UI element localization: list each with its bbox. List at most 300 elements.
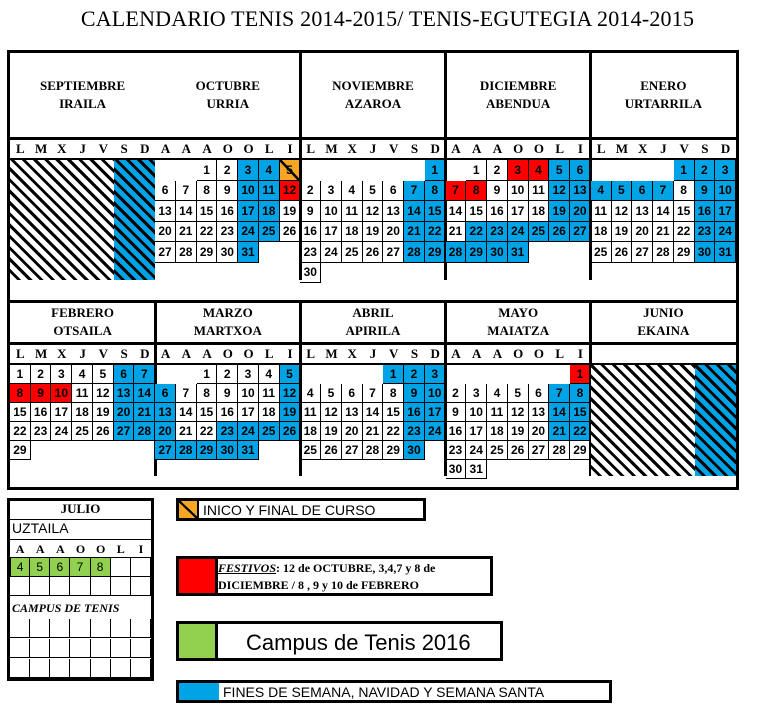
day-cell: 8 <box>674 181 695 202</box>
day-cell: 13 <box>529 403 550 422</box>
day-cell: 22 <box>383 422 404 441</box>
empty-cell <box>70 639 90 658</box>
day-cell: 12 <box>549 181 570 202</box>
day-cell: 6 <box>155 181 176 202</box>
day-letter: I <box>287 346 293 361</box>
month-name: ENERO <box>640 78 687 93</box>
day-letter: S <box>410 141 419 156</box>
day-cell: 30 <box>446 460 467 479</box>
month-basque-name: URRIA <box>206 96 250 111</box>
day-letter: V <box>679 141 689 156</box>
day-cell: 14 <box>404 201 425 222</box>
day-cell: 23 <box>217 422 238 441</box>
day-letter: A <box>451 346 461 361</box>
day-cell: 17 <box>238 201 259 222</box>
legend-inicio <box>176 498 426 521</box>
day-letter: A <box>202 141 212 156</box>
day-cell: 8 <box>466 181 487 202</box>
day-cell: 30 <box>217 242 238 263</box>
day-cell: 13 <box>155 201 176 222</box>
day-letter: L <box>264 141 274 156</box>
empty-cell <box>10 577 30 596</box>
day-cell: 8 <box>383 384 404 403</box>
day-letter: O <box>533 346 544 361</box>
month-name: MARZO <box>202 305 253 320</box>
day-cell: 1 <box>466 160 487 181</box>
day-cell: 9 <box>446 403 467 422</box>
blue-swatch-icon <box>179 683 219 700</box>
day-cell: 2 <box>446 384 467 403</box>
day-cell: 7 <box>176 384 197 403</box>
day-cell: 21 <box>176 222 197 243</box>
day-cell: 4 <box>10 557 30 577</box>
day-cell: 31 <box>238 441 259 460</box>
day-cell: 10 <box>238 384 259 403</box>
day-cell: 24 <box>321 242 342 263</box>
day-cell: 12 <box>93 384 114 403</box>
day-cell: 8 <box>197 384 218 403</box>
day-cell: 17 <box>715 201 736 222</box>
day-letter: J <box>79 141 86 156</box>
day-letter: V <box>389 141 399 156</box>
day-cell: 16 <box>487 201 508 222</box>
legend-inicio-text: INICO Y FINAL DE CURSO <box>203 502 376 518</box>
day-cell: 24 <box>715 222 736 243</box>
day-cell: 15 <box>10 403 31 422</box>
day-cell: 10 <box>466 403 487 422</box>
day-cell: 16 <box>217 403 238 422</box>
day-cell: 25 <box>487 441 508 460</box>
day-cell: 6 <box>570 160 591 181</box>
day-cell: 24 <box>508 222 529 243</box>
day-cell: 30 <box>404 441 425 460</box>
day-cell: 21 <box>653 222 674 243</box>
day-cell: 26 <box>549 222 570 243</box>
day-cell: 13 <box>114 384 135 403</box>
month-name: ABRIL <box>352 305 394 320</box>
day-letter: O <box>222 141 233 156</box>
day-letter: X <box>57 346 67 361</box>
day-letter: A <box>202 346 212 361</box>
day-cell: 16 <box>31 403 52 422</box>
day-cell: 11 <box>72 384 93 403</box>
legend-fines-text: FINES DE SEMANA, NAVIDAD Y SEMANA SANTA <box>223 684 545 700</box>
day-cell: 20 <box>114 403 135 422</box>
day-cell: 2 <box>404 365 425 384</box>
day-cell: 27 <box>632 242 653 263</box>
day-cell: 22 <box>570 422 591 441</box>
day-letter: A <box>472 346 482 361</box>
day-letter: A <box>492 141 503 156</box>
day-cell: 27 <box>529 441 550 460</box>
day-letter: X <box>347 346 357 361</box>
day-cell: 3 <box>425 365 446 384</box>
day-cell: 14 <box>446 201 467 222</box>
legend-festivos <box>216 556 493 596</box>
month-diciembre <box>446 53 591 280</box>
day-cell: 23 <box>300 242 321 263</box>
day-cell: 14 <box>549 403 570 422</box>
empty-cell <box>91 659 111 678</box>
day-cell: 20 <box>632 222 653 243</box>
day-cell: 29 <box>383 441 404 460</box>
day-cell: 11 <box>487 403 508 422</box>
day-cell: 23 <box>31 422 52 441</box>
empty-cell <box>50 639 70 658</box>
day-cell: 6 <box>529 384 550 403</box>
empty-cell <box>30 619 50 638</box>
empty-cell <box>10 659 30 678</box>
day-cell: 14 <box>134 384 155 403</box>
month-septiembre <box>10 53 155 280</box>
day-cell: 21 <box>549 422 570 441</box>
day-cell: 12 <box>508 403 529 422</box>
month-name: FEBRERO <box>51 305 115 320</box>
day-cell: 12 <box>321 403 342 422</box>
day-cell: 28 <box>446 242 467 263</box>
hatched-block <box>10 160 114 280</box>
day-cell: 6 <box>114 365 135 384</box>
day-cell: 7 <box>404 181 425 202</box>
day-letter: A <box>492 346 503 361</box>
day-cell: 3 <box>238 160 259 181</box>
day-cell: 1 <box>425 160 446 181</box>
day-cell: 9 <box>300 201 321 222</box>
day-cell: 10 <box>321 201 342 222</box>
month-header <box>155 302 300 342</box>
legend-campus <box>216 621 503 661</box>
day-cell: 15 <box>570 403 591 422</box>
day-cell: 29 <box>197 441 218 460</box>
day-cell: 1 <box>570 365 591 384</box>
day-letter: A <box>160 346 171 361</box>
empty-cell <box>50 659 70 678</box>
calendar-grid <box>7 50 739 490</box>
day-cell: 5 <box>30 557 50 577</box>
day-cell: 28 <box>134 422 155 441</box>
julio-basque: UZTAILA <box>12 520 69 536</box>
day-cell: 12 <box>280 384 301 403</box>
julio-title: JULIO <box>10 501 151 520</box>
day-letter: S <box>120 141 128 156</box>
day-cell: 23 <box>695 222 716 243</box>
day-cell: 1 <box>674 160 695 181</box>
day-cell: 9 <box>404 384 425 403</box>
day-cell: 4 <box>300 384 321 403</box>
legend-fines <box>176 680 612 703</box>
day-cell: 10 <box>51 384 72 403</box>
day-letter: I <box>577 346 583 361</box>
month-basque-name: AZAROA <box>344 96 402 111</box>
day-cell: 4 <box>487 384 508 403</box>
day-cell: 28 <box>363 441 384 460</box>
day-cell: 16 <box>217 201 238 222</box>
day-letter: M <box>615 141 629 156</box>
day-cell: 14 <box>176 403 197 422</box>
day-cell: 18 <box>259 403 280 422</box>
day-cell: 6 <box>342 384 363 403</box>
month-basque-name: ABENDUA <box>486 96 551 111</box>
day-cell: 1 <box>197 160 218 181</box>
day-cell: 24 <box>466 441 487 460</box>
day-cell: 17 <box>425 403 446 422</box>
day-cell: 6 <box>632 181 653 202</box>
day-letter: L <box>116 541 125 556</box>
empty-cell <box>111 639 131 658</box>
day-cell: 28 <box>549 441 570 460</box>
month-basque-name: IRAILA <box>59 96 107 111</box>
day-cell: 13 <box>383 201 404 222</box>
day-cell: 8 <box>570 384 591 403</box>
day-cell: 2 <box>695 160 716 181</box>
day-cell: 9 <box>487 181 508 202</box>
day-letter: A <box>472 141 482 156</box>
day-cell: 1 <box>10 365 31 384</box>
day-cell: 23 <box>487 222 508 243</box>
day-cell: 19 <box>280 201 301 222</box>
month-junio <box>591 302 736 476</box>
day-cell: 15 <box>425 201 446 222</box>
day-cell: 22 <box>466 222 487 243</box>
day-cell: 13 <box>342 403 363 422</box>
day-cell: 25 <box>300 441 321 460</box>
day-cell: 2 <box>300 181 321 202</box>
day-cell: 16 <box>404 403 425 422</box>
month-name: SEPTIEMBRE <box>39 78 126 93</box>
day-cell: 21 <box>134 403 155 422</box>
month-header <box>446 53 591 137</box>
day-cell: 17 <box>508 201 529 222</box>
day-letter: V <box>389 346 399 361</box>
day-cell: 4 <box>342 181 363 202</box>
day-letter: D <box>430 141 440 156</box>
empty-cell <box>91 577 111 596</box>
day-cell: 31 <box>466 460 487 479</box>
day-letter: S <box>120 346 128 361</box>
day-cell: 16 <box>695 201 716 222</box>
day-cell: 19 <box>363 222 384 243</box>
day-letter: O <box>95 541 106 556</box>
day-cell: 27 <box>114 422 135 441</box>
day-cell: 11 <box>259 384 280 403</box>
day-cell: 11 <box>300 403 321 422</box>
day-cell: 7 <box>134 365 155 384</box>
day-cell: 4 <box>259 365 280 384</box>
day-cell: 26 <box>280 222 301 243</box>
day-letter: O <box>243 141 254 156</box>
day-cell: 31 <box>508 242 529 263</box>
day-letter: J <box>369 141 377 156</box>
day-letter: A <box>181 346 191 361</box>
day-letter: J <box>79 346 86 361</box>
day-letter: D <box>140 141 150 156</box>
red-swatch-icon <box>176 556 218 596</box>
day-cell: 23 <box>446 441 467 460</box>
day-cell: 20 <box>155 222 176 243</box>
day-cell: 30 <box>695 242 716 263</box>
day-cell: 5 <box>93 365 114 384</box>
month-header <box>591 53 736 137</box>
day-cell: 2 <box>217 365 238 384</box>
day-cell: 4 <box>72 365 93 384</box>
festivos-title: FESTIVOS <box>218 561 277 575</box>
day-cell: 18 <box>591 222 612 243</box>
day-cell: 25 <box>72 422 93 441</box>
day-cell: 20 <box>383 222 404 243</box>
page-title: CALENDARIO TENIS 2014-2015/ TENIS-EGUTEGIA 2014-2015 <box>80 6 695 31</box>
day-cell: 9 <box>217 181 238 202</box>
day-cell: 30 <box>300 263 321 284</box>
day-letter: O <box>243 346 254 361</box>
day-cell: 22 <box>197 422 218 441</box>
day-letter: X <box>347 141 357 156</box>
divider <box>591 342 736 345</box>
day-letter: D <box>430 346 440 361</box>
day-cell: 7 <box>70 557 90 577</box>
day-cell: 1 <box>383 365 404 384</box>
month-name: MAYO <box>498 305 539 320</box>
month-marzo <box>155 302 300 476</box>
month-basque-name: URTARRILA <box>624 96 703 111</box>
month-mayo <box>446 302 591 476</box>
day-cell: 20 <box>155 422 176 441</box>
day-cell: 28 <box>653 242 674 263</box>
day-cell: 21 <box>446 222 467 243</box>
day-letter: X <box>637 141 648 156</box>
day-cell: 19 <box>280 403 301 422</box>
day-cell: 21 <box>404 222 425 243</box>
empty-cell <box>131 619 151 638</box>
day-cell: 5 <box>280 160 301 181</box>
day-cell: 18 <box>259 201 280 222</box>
day-cell: 17 <box>51 403 72 422</box>
empty-cell <box>131 659 151 678</box>
day-cell: 18 <box>72 403 93 422</box>
day-cell: 11 <box>342 201 363 222</box>
day-letter: V <box>98 141 109 156</box>
day-cell: 8 <box>10 384 31 403</box>
month-octubre <box>155 53 300 280</box>
empty-cell <box>30 659 50 678</box>
day-cell: 26 <box>363 242 384 263</box>
hatched-weekend-block <box>114 160 155 280</box>
day-cell: 11 <box>259 181 280 202</box>
day-cell: 21 <box>363 422 384 441</box>
day-cell: 5 <box>508 384 529 403</box>
day-cell: 12 <box>280 181 301 202</box>
month-basque-name: MARTXOA <box>193 323 262 338</box>
day-cell: 25 <box>259 422 280 441</box>
day-cell <box>131 557 151 577</box>
day-cell: 7 <box>446 181 467 202</box>
day-cell: 14 <box>653 201 674 222</box>
divider <box>300 158 445 160</box>
day-cell: 18 <box>342 222 363 243</box>
day-cell: 3 <box>51 365 72 384</box>
day-letter: V <box>98 346 109 361</box>
day-cell: 17 <box>321 222 342 243</box>
month-basque-name: OTSAILA <box>53 323 112 338</box>
day-cell: 5 <box>363 181 384 202</box>
day-cell: 4 <box>591 181 612 202</box>
day-cell: 23 <box>404 422 425 441</box>
day-cell: 25 <box>529 222 550 243</box>
day-cell: 29 <box>197 242 218 263</box>
day-cell: 7 <box>363 384 384 403</box>
day-cell: 1 <box>197 365 218 384</box>
day-cell: 12 <box>363 201 384 222</box>
day-cell: 5 <box>549 160 570 181</box>
month-header <box>10 302 155 342</box>
day-cell: 20 <box>342 422 363 441</box>
day-letter: L <box>555 346 564 361</box>
day-cell: 27 <box>383 242 404 263</box>
day-cell: 24 <box>238 422 259 441</box>
month-header <box>300 302 445 342</box>
day-cell: 3 <box>321 181 342 202</box>
day-letter: I <box>138 541 144 556</box>
day-cell: 13 <box>155 403 176 422</box>
day-cell: 15 <box>197 201 218 222</box>
day-cell: 20 <box>529 422 550 441</box>
month-header <box>446 302 591 342</box>
day-cell: 24 <box>238 222 259 243</box>
day-cell: 26 <box>321 441 342 460</box>
day-letter: L <box>555 141 564 156</box>
day-cell: 5 <box>280 365 301 384</box>
day-cell: 9 <box>217 384 238 403</box>
empty-cell <box>91 619 111 638</box>
green-swatch-icon <box>176 621 218 661</box>
julio-empty-grid <box>10 577 151 678</box>
empty-cell <box>30 639 50 658</box>
day-cell: 26 <box>280 422 301 441</box>
empty-cell <box>70 577 90 596</box>
day-cell: 25 <box>342 242 363 263</box>
day-cell: 7 <box>653 181 674 202</box>
day-cell: 16 <box>300 222 321 243</box>
day-cell: 22 <box>674 222 695 243</box>
day-cell: 27 <box>155 441 176 460</box>
day-letter: J <box>369 346 377 361</box>
month-basque-name: EKAINA <box>637 323 690 338</box>
month-header <box>591 302 736 342</box>
month-basque-name: APIRILA <box>345 323 401 338</box>
day-cell: 2 <box>31 365 52 384</box>
day-cell: 25 <box>259 222 280 243</box>
month-noviembre <box>300 53 445 280</box>
day-cell: 14 <box>363 403 384 422</box>
day-cell: 15 <box>466 201 487 222</box>
day-cell: 23 <box>217 222 238 243</box>
day-letter: M <box>34 141 48 156</box>
month-enero <box>591 53 736 280</box>
empty-cell <box>111 577 131 596</box>
day-cell: 18 <box>529 201 550 222</box>
day-letter: O <box>533 141 544 156</box>
day-cell: 24 <box>51 422 72 441</box>
day-cell: 25 <box>591 242 612 263</box>
day-cell: 6 <box>155 384 176 403</box>
day-cell: 4 <box>529 160 550 181</box>
day-cell: 17 <box>238 403 259 422</box>
day-letter: S <box>701 141 709 156</box>
day-cell: 7 <box>176 181 197 202</box>
day-cell: 27 <box>342 441 363 460</box>
empty-cell <box>10 639 30 658</box>
day-letter: A <box>451 141 461 156</box>
day-cell: 7 <box>549 384 570 403</box>
